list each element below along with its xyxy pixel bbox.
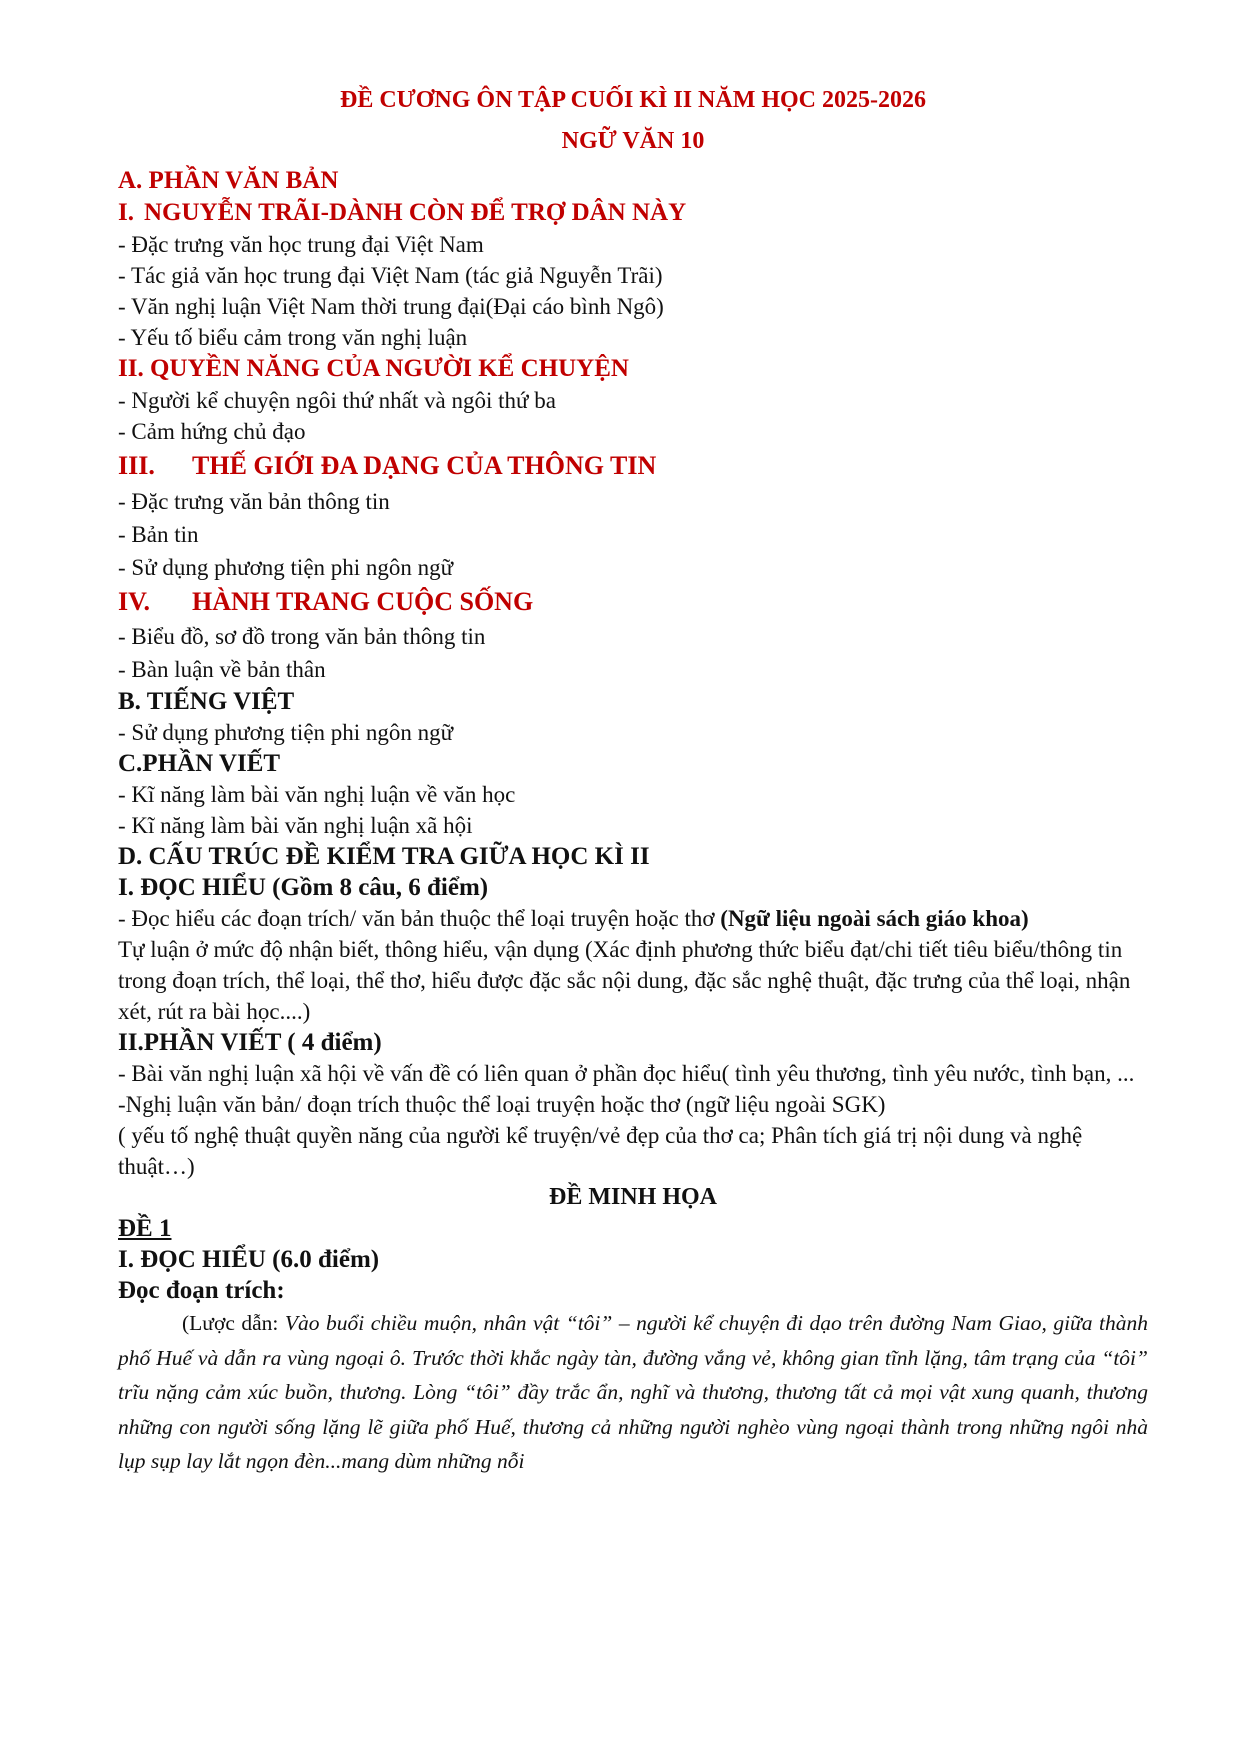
- reading-line-bold: (Ngữ liệu ngoài sách giáo khoa): [720, 906, 1029, 931]
- section-4-title: HÀNH TRANG CUỘC SỐNG: [192, 587, 534, 616]
- section-4-number: IV.: [118, 587, 151, 616]
- list-item: - Kĩ năng làm bài văn nghị luận xã hội: [118, 813, 473, 838]
- list-item: - Đặc trưng văn học trung đại Việt Nam: [118, 232, 484, 257]
- reading-paragraph: Tự luận ở mức độ nhận biết, thông hiểu, vận dụng (Xác định phương thức biểu đạt/chi tiết tiêu biểu/thông tin trong đoạn trích, thể loại, thể thơ, hiểu được đặc sắc nội dung, đặc sắc nghệ thuật, đặc trưng của thể loại, nhận xét, rút ra bài học....): [118, 937, 1131, 1024]
- list-item: - Bàn luận về bản thân: [118, 657, 326, 682]
- excerpt-paragraph: [118, 1306, 1148, 1479]
- writing-heading: II.PHẦN VIẾT ( 4 điểm): [118, 1029, 382, 1056]
- excerpt-text: Vào buổi chiều muộn, nhân vật “tôi” – người kể chuyện đi dạo trên đường Nam Giao, giữa thành phố Huế và dẫn ra vùng ngoại ô. Trước thời khắc ngày tàn, đường vắng vẻ, không gian tĩnh lặng, tâm trạng của “tôi” trĩu nặng cảm xúc buồn, thương. Lòng “tôi” đầy trắc ẩn, nghĩ và thương, thương tất cả mọi vật xung quanh, thương những con người sống lặng lẽ giữa phố Huế, thương cả những người nghèo vùng ngoại thành trong những ngôi nhà lụp sụp lay lắt ngọn đèn...mang dùm những nỗi: [118, 1311, 1149, 1473]
- part-b-heading: B. TIẾNG VIỆT: [118, 688, 295, 715]
- list-item: - Người kể chuyện ngôi thứ nhất và ngôi thứ ba: [118, 388, 556, 413]
- list-item: - Cảm hứng chủ đạo: [118, 419, 306, 444]
- writing-item-1: - Bài văn nghị luận xã hội về vấn đề có liên quan ở phần đọc hiểu( tình yêu thương, tình yêu nước, tình bạn, ...: [118, 1061, 1135, 1086]
- sample-reading-heading: I. ĐỌC HIỂU (6.0 điểm): [118, 1246, 380, 1273]
- section-2-heading: [118, 353, 1148, 385]
- reading-description: [118, 903, 1148, 934]
- document-subtitle: NGỮ VĂN 10: [561, 128, 705, 154]
- excerpt-lead: (Lược dẫn:: [182, 1311, 285, 1335]
- section-3-title: THẾ GIỚI ĐA DẠNG CỦA THÔNG TIN: [192, 451, 657, 480]
- writing-item-3: ( yếu tố nghệ thuật quyền năng của người kể truyện/vẻ đẹp của thơ ca; Phân tích giá trị nội dung và nghệ thuật…): [118, 1123, 1083, 1179]
- list-item: - Sử dụng phương tiện phi ngôn ngữ: [118, 720, 454, 745]
- document-title: ĐỀ CƯƠNG ÔN TẬP CUỐI KÌ II NĂM HỌC 2025-2026: [339, 87, 927, 113]
- section-4-heading: [118, 584, 1148, 620]
- document-page: [118, 78, 1148, 1479]
- read-excerpt-label: Đọc đoạn trích:: [118, 1277, 285, 1304]
- section-1-heading: [118, 197, 1148, 229]
- list-item: - Văn nghị luận Việt Nam thời trung đại(Đại cáo bình Ngô): [118, 294, 664, 319]
- section-3-number: III.: [118, 451, 155, 480]
- list-item: - Kĩ năng làm bài văn nghị luận về văn học: [118, 782, 516, 807]
- list-item: - Sử dụng phương tiện phi ngôn ngữ: [118, 555, 454, 580]
- sample-exam-label: ĐỀ 1: [118, 1215, 172, 1242]
- section-2-number: II.: [118, 355, 144, 382]
- list-item: - Tác giả văn học trung đại Việt Nam (tác giả Nguyễn Trãi): [118, 263, 663, 288]
- section-1-title: NGUYỄN TRÃI-DÀNH CÒN ĐỂ TRỢ DÂN NÀY: [143, 199, 687, 226]
- list-item: - Bản tin: [118, 522, 199, 547]
- list-item: - Đặc trưng văn bản thông tin: [118, 489, 390, 514]
- part-d-heading: D. CẤU TRÚC ĐỀ KIỂM TRA GIỮA HỌC KÌ II: [118, 843, 650, 870]
- part-c-heading: C.PHẦN VIẾT: [118, 750, 281, 777]
- section-1-number: I.: [118, 199, 134, 226]
- reading-line-text: - Đọc hiểu các đoạn trích/ văn bản thuộc thể loại truyện hoặc thơ: [118, 906, 721, 931]
- list-item: - Yếu tố biểu cảm trong văn nghị luận: [118, 325, 468, 350]
- part-a-heading: A. PHẦN VĂN BẢN: [118, 167, 339, 194]
- reading-heading: I. ĐỌC HIỂU (Gồm 8 câu, 6 điểm): [118, 874, 489, 901]
- section-2-title: QUYỀN NĂNG CỦA NGƯỜI KỂ CHUYỆN: [149, 355, 629, 382]
- section-3-heading: [118, 447, 1148, 485]
- list-item: - Biểu đồ, sơ đồ trong văn bản thông tin: [118, 624, 486, 649]
- writing-item-2: -Nghị luận văn bản/ đoạn trích thuộc thể loại truyện hoặc thơ (ngữ liệu ngoài SGK): [118, 1092, 886, 1117]
- sample-heading: ĐỀ MINH HỌA: [549, 1184, 717, 1210]
